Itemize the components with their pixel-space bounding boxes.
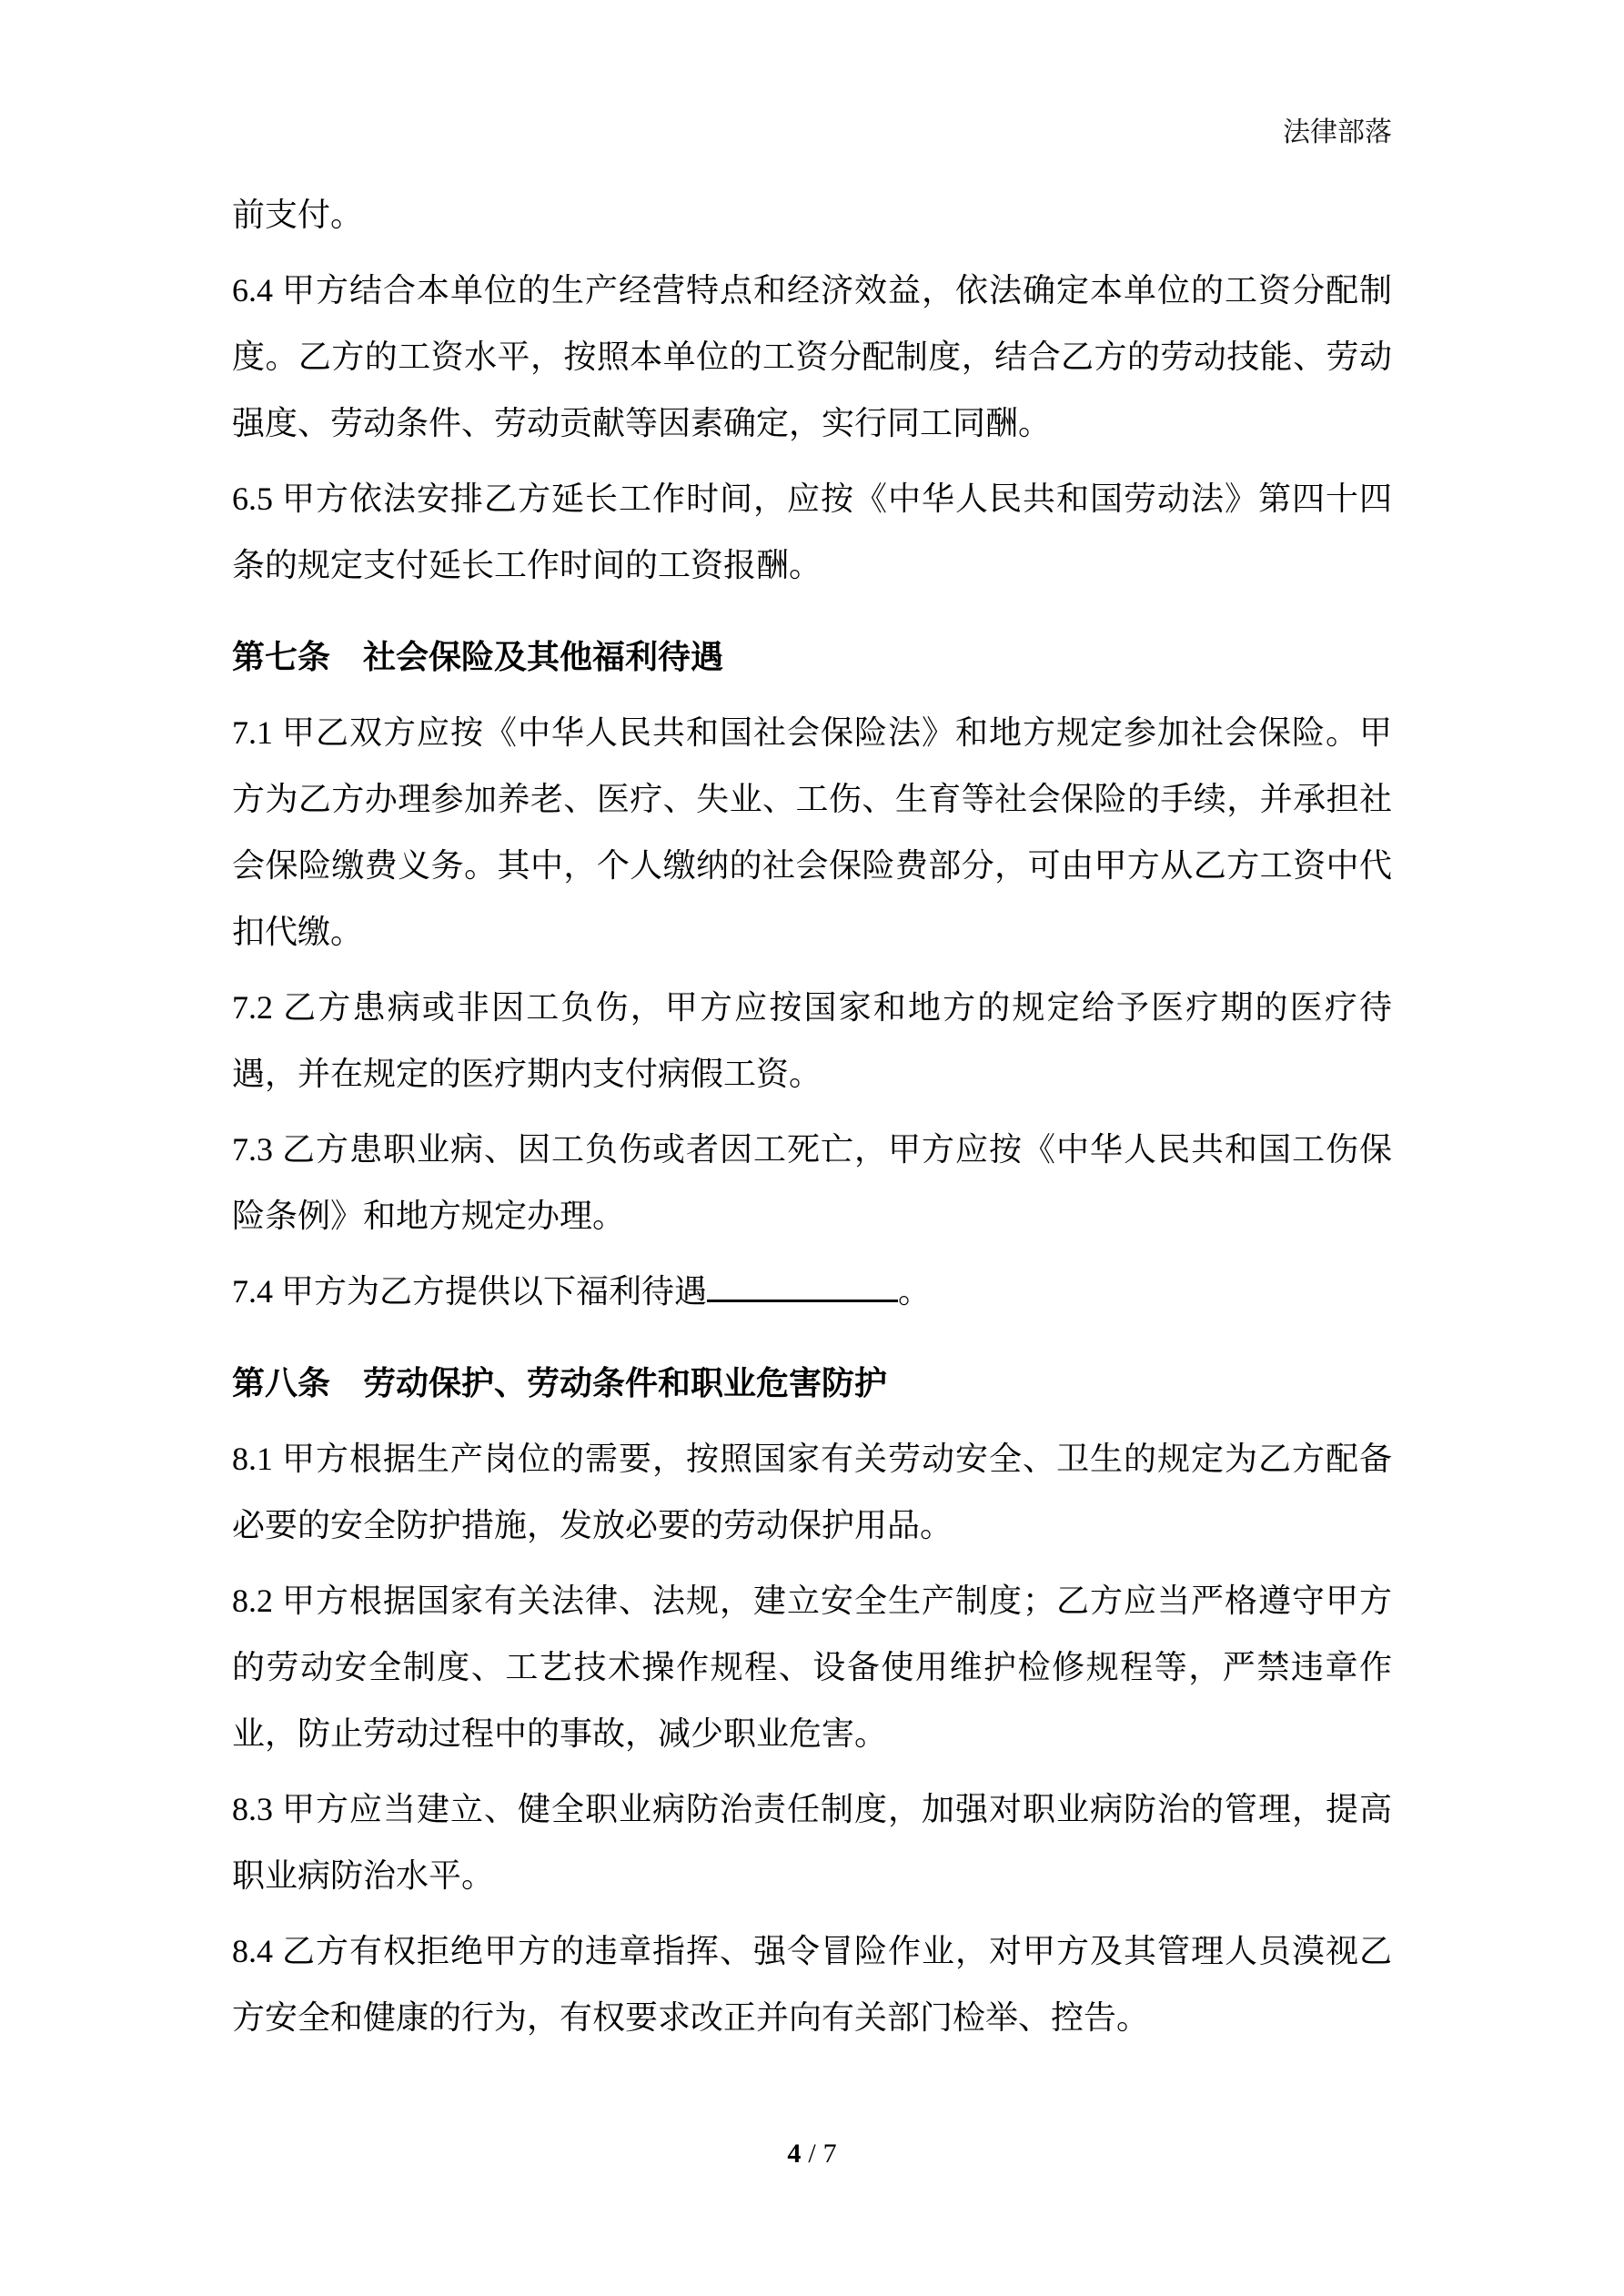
welfare-blank-field[interactable] bbox=[707, 1269, 898, 1302]
clause-7-4-text: 7.4 甲方为乙方提供以下福利待遇 bbox=[232, 1273, 708, 1310]
page-header bbox=[232, 115, 1392, 151]
page-footer bbox=[0, 2138, 1624, 2170]
clause-7-2: 7.2 乙方患病或非因工负伤，甲方应按国家和地方的规定给予医疗期的医疗待遇，并在规定的医疗期内支付病假工资。 bbox=[232, 989, 1392, 1092]
clause-7-1: 7.1 甲乙双方应按《中华人民共和国社会保险法》和地方规定参加社会保险。甲方为乙方办理参加养老、医疗、失业、工伤、生育等社会保险的手续，并承担社会保险缴费义务。其中，个人缴纳的社会保险费部分，可由甲方从乙方工资中代扣代缴。 bbox=[232, 714, 1392, 950]
clause-7-3: 7.3 乙方患职业病、因工负伤或者因工死亡，甲方应按《中华人民共和国工伤保险条例》和地方规定办理。 bbox=[232, 1131, 1392, 1234]
clause-7-4 bbox=[232, 1259, 1392, 1325]
footer-page-separator: / bbox=[808, 2139, 816, 2169]
footer-total-pages: 7 bbox=[822, 2139, 837, 2169]
header-brand: 法律部落 bbox=[1283, 117, 1392, 147]
section-heading-8: 第八条 劳动保护、劳动条件和职业危害防护 bbox=[232, 1365, 888, 1401]
clause-8-4: 8.4 乙方有权拒绝甲方的违章指挥、强令冒险作业，对甲方及其管理人员漠视乙方安全和健康的行为，有权要求改正并向有关部门检举、控告。 bbox=[232, 1933, 1392, 2036]
paragraph-continuation: 前支付。 bbox=[232, 197, 364, 233]
clause-6-5: 6.5 甲方依法安排乙方延长工作时间，应按《中华人民共和国劳动法》第四十四条的规定支付延长工作时间的工资报酬。 bbox=[232, 480, 1392, 583]
clause-8-2: 8.2 甲方根据国家有关法律、法规，建立安全生产制度；乙方应当严格遵守甲方的劳动安全制度、工艺技术操作规程、设备使用维护检修规程等，严禁违章作业，防止劳动过程中的事故，减少职业危害。 bbox=[232, 1583, 1392, 1752]
clause-7-4-period: 。 bbox=[898, 1273, 932, 1310]
clause-6-4: 6.4 甲方结合本单位的生产经营特点和经济效益，依法确定本单位的工资分配制度。乙方的工资水平，按照本单位的工资分配制度，结合乙方的劳动技能、劳动强度、劳动条件、劳动贡献等因素确定，实行同工同酬。 bbox=[232, 272, 1392, 441]
section-heading-7: 第七条 社会保险及其他福利待遇 bbox=[232, 639, 724, 675]
footer-current-page: 4 bbox=[787, 2139, 802, 2169]
clause-8-3: 8.3 甲方应当建立、健全职业病防治责任制度，加强对职业病防治的管理，提高职业病防治水平。 bbox=[232, 1791, 1392, 1894]
document-content bbox=[232, 182, 1392, 2060]
clause-8-1: 8.1 甲方根据生产岗位的需要，按照国家有关劳动安全、卫生的规定为乙方配备必要的安全防护措施，发放必要的劳动保护用品。 bbox=[232, 1441, 1392, 1543]
